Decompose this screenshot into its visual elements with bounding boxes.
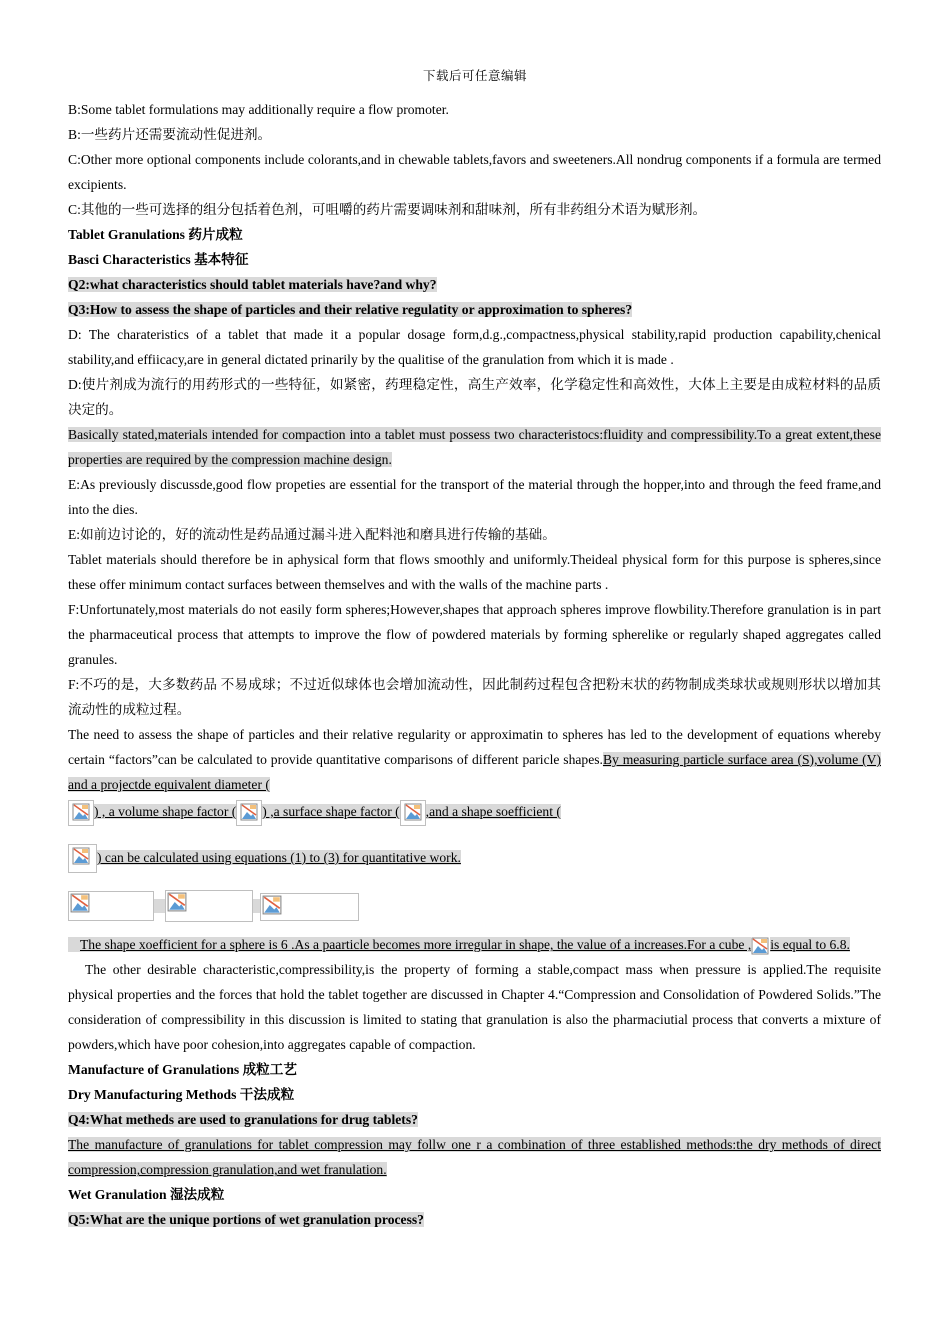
need-highlight-3: ) ,a surface shape factor ( xyxy=(262,804,400,819)
heading-tablet-granulations: Tablet Granulations 药片成粒 xyxy=(68,227,243,242)
broken-image-icon xyxy=(68,800,94,826)
paragraph-manufacture-methods: The manufacture of granulations for tablet compression may follw one r a combination of three established methods:the dry methods of direct compression,compression granulation,and wet franulation. xyxy=(68,1137,881,1178)
need-highlight-2: ) , a volume shape factor ( xyxy=(94,804,237,819)
paragraph-b-en: B:Some tablet formulations may additionally require a flow promoter. xyxy=(68,102,449,117)
broken-image-icon xyxy=(68,844,97,873)
need-plain-text: The need to assess the shape of particles and their relative regularity or approximatin to spheres has led to the development of equations whereby certain “factors”can be calculated to provide quantitative comparisons of different paricle shapes. xyxy=(68,727,881,767)
shape-text-1: The shape xoefficient for a sphere is 6 .As a paarticle becomes more irregular in shape, the value of a increases.For a cube , xyxy=(68,937,751,952)
equation-2-image xyxy=(165,890,253,922)
paragraph-f-zh: F:不巧的是，大多数药品 不易成球；不过近似球体也会增加流动性，因此制药过程包含把粉末状的药物制成类球状或规则形状以增加其流动性的成粒过程。 xyxy=(68,677,881,717)
paragraph-c-zh: C:其他的一些可选择的组分包括着色剂，可咀嚼的药片需要调味剂和甜味剂，所有非药组分术语为赋形剂。 xyxy=(68,202,707,217)
need-highlight-1: By measuring particle surface area (S),volume (V) and a projectde equivalent diameter ( xyxy=(68,752,881,792)
question-q4: Q4:What metheds are used to granulations for drug tablets? xyxy=(68,1112,418,1128)
page-header: 下载后可任意编辑 xyxy=(422,69,527,83)
heading-basic-characteristics: Basci Characteristics 基本特征 xyxy=(68,252,249,267)
equation-3-image xyxy=(260,893,359,921)
paragraph-e-zh: E:如前边讨论的，好的流动性是药品通过漏斗进入配料池和磨具进行传输的基础。 xyxy=(68,527,556,542)
question-q2: Q2:what characteristics should tablet materials have?and why? xyxy=(68,277,437,292)
heading-manufacture: Manufacture of Granulations 成粒工艺 xyxy=(68,1062,297,1078)
paragraph-shape-need xyxy=(68,722,881,797)
paragraph-shape-coefficient-line xyxy=(68,843,881,873)
paragraph-d-en: D: The charateristics of a tablet that made it a popular dosage form,d.g.,compactness,physical stability,rapid production capability,chenical stability,and effiicacy,are in general dictated prinarily by the qualitise of the granulation from which it is made . xyxy=(68,327,881,367)
question-q5: Q5:What are the unique portions of wet granulation process? xyxy=(68,1212,424,1228)
question-q3: Q3:How to assess the shape of particles and their relative regulatity or approximation to spheres? xyxy=(68,302,633,317)
equations-row xyxy=(68,891,881,941)
paragraph-b-zh: B:一些药片还需要流动性促进剂。 xyxy=(68,127,272,142)
need-highlight-5: ) can be calculated using equations (1) to (3) for quantitative work. xyxy=(97,850,461,865)
need-highlight-4: ,and a shape soefficient ( xyxy=(425,804,561,819)
broken-image-icon xyxy=(400,800,426,826)
paragraph-f-en: F:Unfortunately,most materials do not easily form spheres;However,shapes that approach spheres improve flowbility.Therefore granulation is in part the pharmaceutical process that attempts to improve the flow of powdered materials by forming spherelike or regularly shaped aggregates called granules. xyxy=(68,602,881,667)
broken-image-icon xyxy=(751,937,770,956)
paragraph-tablet-materials: Tablet materials should therefore be in aphysical form that flows smoothly and uniformly.Theideal physical form for this purpose is spheres,since these offer minimum contact surfaces between themselves and with the walls of the machine parts . xyxy=(68,552,881,592)
document-body xyxy=(68,97,881,1232)
paragraph-basically: Basically stated,materials intended for compaction into a tablet must possess two characteristocs:fluidity and compressibility.To a great extent,these properties are required by the compression machine design. xyxy=(68,427,881,467)
paragraph-compressibility: The other desirable characteristic,compressibility,is the property of forming a stable,compact mass when pressure is applied.The requisite physical properties and the forces that hold the tablet together are discussed in Chapter 4.“Compression and Consolidation of Powdered Solids.”The consideration of compressibility in this discussion is limited to stating that granulation is also the pharmaciutial process that converts a mixture of powders,which have poor cohesion,into aggregates capable of compaction. xyxy=(68,962,881,1053)
paragraph-d-zh: D:使片剂成为流行的用药形式的一些特征，如紧密，药理稳定性，高生产效率，化学稳定性和高效性，大体上主要是由成粒材料的品质决定的。 xyxy=(68,377,881,417)
heading-dry-methods: Dry Manufacturing Methods 干法成粒 xyxy=(68,1087,295,1103)
heading-wet-granulation: Wet Granulation 湿法成粒 xyxy=(68,1187,225,1203)
equation-1-image xyxy=(68,891,154,921)
paragraph-e-en: E:As previously discussde,good flow propeties are essential for the transport of the material through the hopper,into and through the feed frame,and into the dies. xyxy=(68,477,881,517)
equation-separator xyxy=(253,899,260,913)
paragraph-c-en: C:Other more optional components include colorants,and in chewable tablets,favors and sweeteners.All nondrug components if a formula are termed excipients. xyxy=(68,152,881,192)
broken-image-icon xyxy=(236,800,262,826)
shape-text-2: is equal to 6.8. xyxy=(770,937,850,953)
paragraph-shape-factors xyxy=(68,797,881,827)
